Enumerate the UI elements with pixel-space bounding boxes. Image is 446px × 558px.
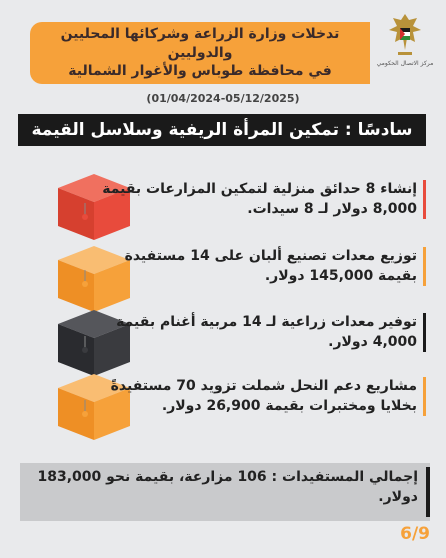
total-summary-text: إجمالي المستفيدات : 106 مزارعة، بقيمة نحو 183,000 دولار. <box>37 469 418 506</box>
item-accent-bar <box>423 377 426 416</box>
item-text: توزيع معدات تصنيع ألبان على 14 مستفيدة بقيمة 145,000 دولار. <box>124 248 417 284</box>
pin-marker-icon <box>80 336 90 354</box>
government-logo <box>374 10 436 84</box>
item-text: توفير معدات زراعية لـ 14 مربية أغنام بقيمة 4,000 دولار. <box>116 314 417 350</box>
item-text: مشاريع دعم النحل شملت تزويد 70 مستفيدةً بخلايا ومختبرات بقيمة 26,900 دولار. <box>110 378 417 414</box>
item-text: إنشاء 8 حدائق منزلية لتمكين المزارعات بقيمة 8,000 دولار لـ 8 سيدات. <box>102 181 417 217</box>
section-title: سادسًا : تمكين المرأة الريفية وسلاسل القيمة <box>18 114 426 146</box>
eagle-emblem-icon <box>385 10 425 58</box>
header-title-line1: تدخلات وزارة الزراعة وشركائها المحليين والدوليين <box>60 25 340 61</box>
header-title-line2: في محافظة طوباس والأغوار الشمالية <box>68 63 332 80</box>
pin-marker-icon <box>80 203 90 221</box>
list-item <box>96 247 426 286</box>
page-number: 6/9 <box>400 524 430 544</box>
header-banner <box>30 22 370 84</box>
logo-caption: مركز الاتصال الحكومي <box>376 60 434 67</box>
item-accent-bar <box>423 313 426 352</box>
list-item <box>96 377 426 416</box>
date-range: (01/04/2024-05/12/2025) <box>146 92 300 105</box>
total-summary-box <box>20 463 430 521</box>
item-accent-bar <box>423 180 426 219</box>
pin-marker-icon <box>80 270 90 288</box>
list-item <box>96 313 426 352</box>
list-item <box>96 180 426 219</box>
summary-accent-bar <box>426 467 430 517</box>
item-accent-bar <box>423 247 426 286</box>
pin-marker-icon <box>80 400 90 418</box>
